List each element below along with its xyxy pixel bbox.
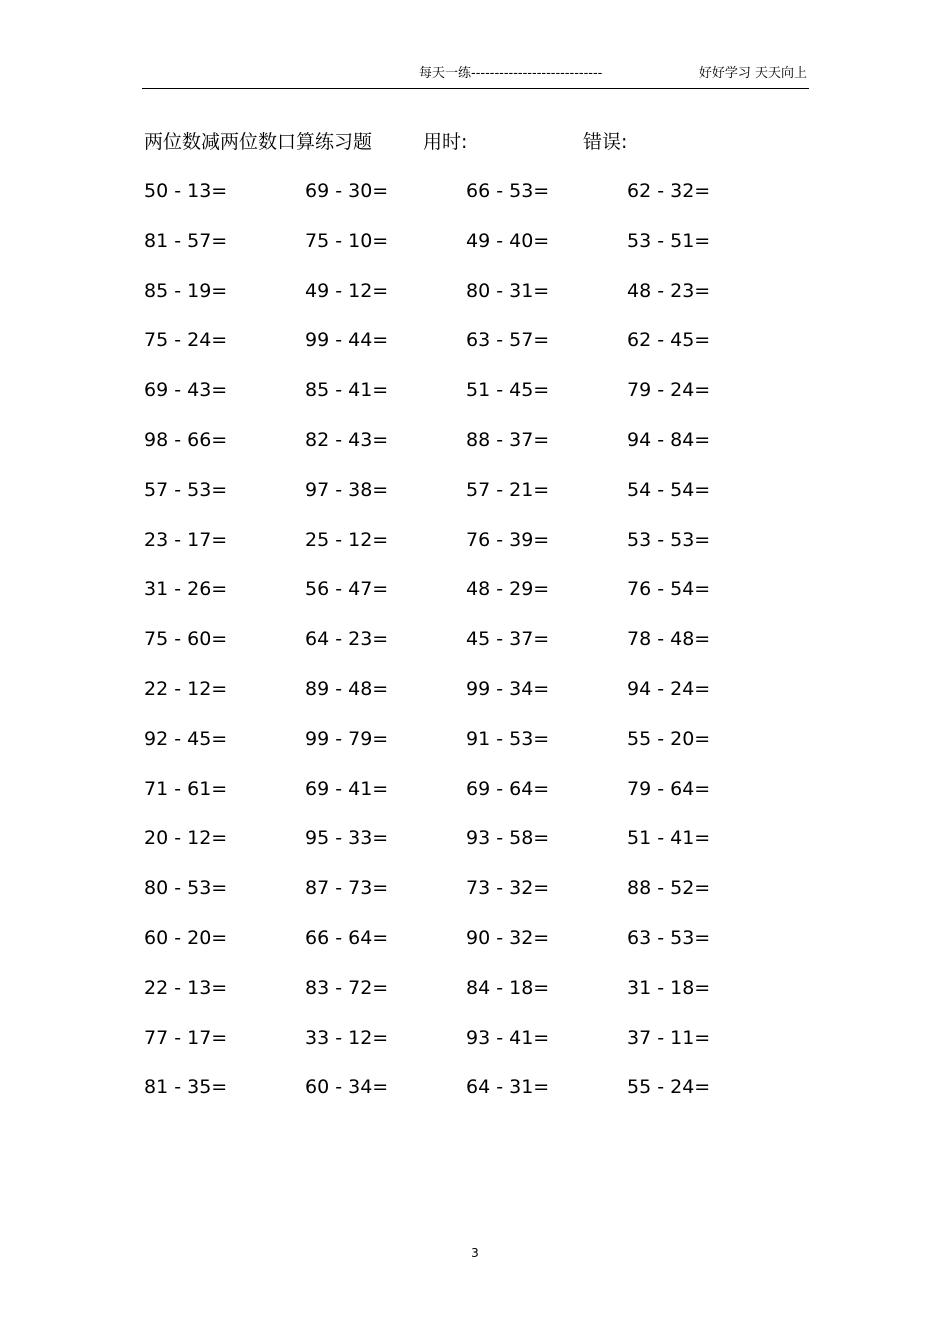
problem-item: 81 - 57= — [144, 229, 228, 252]
problem-item: 51 - 41= — [627, 827, 711, 850]
problem-item: 81 - 35= — [144, 1076, 228, 1099]
page-number: 3 — [471, 1246, 479, 1260]
problem-item: 60 - 20= — [144, 926, 228, 949]
problem-item: 64 - 31= — [466, 1076, 550, 1099]
problem-item: 80 - 31= — [466, 279, 550, 302]
problem-item: 98 - 66= — [144, 428, 228, 451]
problem-item: 92 - 45= — [144, 727, 228, 750]
problem-item: 69 - 43= — [144, 379, 228, 402]
problem-item: 48 - 23= — [627, 279, 711, 302]
problem-item: 66 - 64= — [305, 926, 389, 949]
problem-item: 88 - 37= — [466, 428, 550, 451]
header-left — [419, 62, 602, 86]
problem-item: 80 - 53= — [144, 877, 228, 900]
title-row — [144, 126, 794, 158]
problem-item: 55 - 20= — [627, 727, 711, 750]
problem-item: 75 - 10= — [305, 229, 389, 252]
header-divider — [142, 88, 809, 89]
errors-label: 错误: — [583, 131, 628, 153]
problem-item: 90 - 32= — [466, 926, 550, 949]
problem-item: 89 - 48= — [305, 677, 389, 700]
problem-item: 93 - 58= — [466, 827, 550, 850]
problem-item: 94 - 84= — [627, 428, 711, 451]
problem-item: 76 - 39= — [466, 528, 550, 551]
problem-item: 20 - 12= — [144, 827, 228, 850]
problem-item: 49 - 12= — [305, 279, 389, 302]
header-dashes: ---------------------------- — [471, 66, 603, 81]
problem-item: 94 - 24= — [627, 677, 711, 700]
page-header — [142, 62, 809, 86]
problem-item: 78 - 48= — [627, 628, 711, 651]
problem-item: 22 - 13= — [144, 976, 228, 999]
problem-item: 62 - 45= — [627, 329, 711, 352]
problem-item: 64 - 23= — [305, 628, 389, 651]
problem-item: 31 - 18= — [627, 976, 711, 999]
problem-item: 85 - 41= — [305, 379, 389, 402]
problem-item: 33 - 12= — [305, 1026, 389, 1049]
problem-item: 99 - 79= — [305, 727, 389, 750]
problem-item: 69 - 30= — [305, 180, 389, 202]
problem-item: 77 - 17= — [144, 1026, 228, 1049]
problem-item: 99 - 44= — [305, 329, 389, 352]
problem-item: 62 - 32= — [627, 180, 711, 202]
problem-item: 60 - 34= — [305, 1076, 389, 1099]
problem-item: 75 - 24= — [144, 329, 228, 352]
problem-item: 69 - 64= — [466, 777, 550, 800]
problem-item: 25 - 12= — [305, 528, 389, 551]
problem-item: 56 - 47= — [305, 578, 389, 601]
problem-item: 23 - 17= — [144, 528, 228, 551]
problem-item: 66 - 53= — [466, 180, 550, 202]
problem-item: 22 - 12= — [144, 677, 228, 700]
time-label: 用时: — [423, 131, 468, 153]
problem-item: 37 - 11= — [627, 1026, 711, 1049]
problem-item: 53 - 51= — [627, 229, 711, 252]
header-slogan-left: 每天一练 — [419, 66, 472, 81]
header-slogan-right: 好好学习 天天向上 — [698, 66, 807, 81]
problem-item: 55 - 24= — [627, 1076, 711, 1099]
problem-item: 53 - 53= — [627, 528, 711, 551]
problem-item: 51 - 45= — [466, 379, 550, 402]
problem-grid — [144, 174, 789, 1120]
problem-item: 75 - 60= — [144, 628, 228, 651]
problem-item: 85 - 19= — [144, 279, 228, 302]
problem-item: 63 - 53= — [627, 926, 711, 949]
problem-item: 87 - 73= — [305, 877, 389, 900]
worksheet-title: 两位数减两位数口算练习题 — [144, 131, 373, 153]
problem-item: 54 - 54= — [627, 478, 711, 501]
problem-item: 76 - 54= — [627, 578, 711, 601]
problem-item: 45 - 37= — [466, 628, 550, 651]
problem-item: 48 - 29= — [466, 578, 550, 601]
problem-item: 93 - 41= — [466, 1026, 550, 1049]
problem-item: 97 - 38= — [305, 478, 389, 501]
problem-item: 69 - 41= — [305, 777, 389, 800]
problem-item: 57 - 53= — [144, 478, 228, 501]
problem-item: 50 - 13= — [144, 180, 228, 202]
problem-item: 71 - 61= — [144, 777, 228, 800]
problem-item: 82 - 43= — [305, 428, 389, 451]
problem-item: 95 - 33= — [305, 827, 389, 850]
problem-item: 83 - 72= — [305, 976, 389, 999]
problem-item: 79 - 24= — [627, 379, 711, 402]
problem-item: 99 - 34= — [466, 677, 550, 700]
problem-item: 31 - 26= — [144, 578, 228, 601]
problem-item: 88 - 52= — [627, 877, 711, 900]
problem-item: 49 - 40= — [466, 229, 550, 252]
problem-item: 73 - 32= — [466, 877, 550, 900]
problem-item: 84 - 18= — [466, 976, 550, 999]
problem-item: 79 - 64= — [627, 777, 711, 800]
problem-item: 57 - 21= — [466, 478, 550, 501]
problem-item: 91 - 53= — [466, 727, 550, 750]
problem-item: 63 - 57= — [466, 329, 550, 352]
